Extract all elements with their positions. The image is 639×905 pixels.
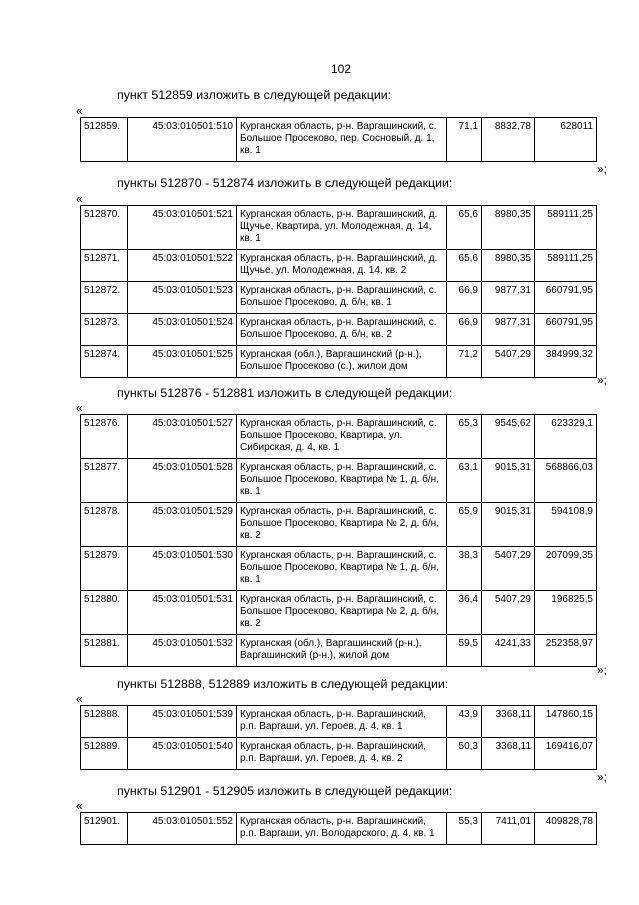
cadastral-number-cell: 45:03:010501:521 xyxy=(128,206,237,250)
cadastral-value-cell: 628011 xyxy=(535,118,597,162)
area-cell: 71,1 xyxy=(447,118,482,162)
item-number-cell: 512871. xyxy=(81,250,128,282)
cadastral-value-cell: 207099,35 xyxy=(535,547,597,591)
area-cell: 36,4 xyxy=(447,591,482,635)
address-cell: Курганская область, р-н. Варгашинский, с. Большое Просеково, д. б/н, кв. 1 xyxy=(237,282,447,314)
area-cell: 50,3 xyxy=(447,738,482,770)
area-cell: 63,1 xyxy=(447,459,482,503)
cadastral-number-cell: 45:03:010501:552 xyxy=(128,813,237,845)
cadastral-value-cell: 568866,03 xyxy=(535,459,597,503)
amendment-table xyxy=(80,414,597,667)
opening-quote: « xyxy=(76,401,83,415)
cadastral-value-per-m2-cell: 5407,29 xyxy=(482,346,535,378)
address-cell: Курганская область, р-н. Варгашинский, р.п. Варгаши, ул. Володарского, д. 4, кв. 1 xyxy=(237,813,447,845)
area-cell: 71,2 xyxy=(447,346,482,378)
cadastral-value-cell: 589111,25 xyxy=(535,250,597,282)
amendment-table xyxy=(80,812,597,845)
item-number-cell: 512888. xyxy=(81,706,128,738)
closing-quote: »; xyxy=(597,770,608,784)
cadastral-value-cell: 594108,9 xyxy=(535,503,597,547)
area-cell: 59,5 xyxy=(447,635,482,667)
area-cell: 66,9 xyxy=(447,314,482,346)
amendment-table xyxy=(80,705,597,770)
cadastral-value-cell: 660791,95 xyxy=(535,314,597,346)
cadastral-value-per-m2-cell: 9877,31 xyxy=(482,282,535,314)
cadastral-value-per-m2-cell: 7411,01 xyxy=(482,813,535,845)
cadastral-value-per-m2-cell: 9545,62 xyxy=(482,415,535,459)
item-number-cell: 512859. xyxy=(81,118,128,162)
cadastral-number-cell: 45:03:010501:530 xyxy=(128,547,237,591)
address-cell: Курганская область, р-н. Варгашинский, д. Щучье, ул. Молодежная, д. 14, кв. 2 xyxy=(237,250,447,282)
item-number-cell: 512880. xyxy=(81,591,128,635)
address-cell: Курганская область, р-н. Варгашинский, д. Щучье, Квартира, ул. Молодежная, д. 14, кв. 1 xyxy=(237,206,447,250)
address-cell: Курганская область, р-н. Варгашинский, с. Большое Просеково, Квартира № 1, д. б/н, кв. 1 xyxy=(237,459,447,503)
section-heading: пункт 512859 изложить в следующей редакции: xyxy=(117,88,392,102)
address-cell: Курганская (обл.), Варгашинский (р-н.), Варгашинский (р-н.), жилой дом xyxy=(237,635,447,667)
closing-quote: »; xyxy=(597,663,608,677)
cadastral-number-cell: 45:03:010501:524 xyxy=(128,314,237,346)
table-row xyxy=(81,706,597,738)
opening-quote: « xyxy=(76,104,83,118)
cadastral-value-cell: 409828,78 xyxy=(535,813,597,845)
address-cell: Курганская область, р-н. Варгашинский, с. Большое Просеково, Квартира № 1, д. б/н, кв. 1 xyxy=(237,547,447,591)
item-number-cell: 512877. xyxy=(81,459,128,503)
cadastral-number-cell: 45:03:010501:532 xyxy=(128,635,237,667)
cadastral-value-per-m2-cell: 8980,35 xyxy=(482,206,535,250)
cadastral-value-per-m2-cell: 9015,31 xyxy=(482,503,535,547)
table-row xyxy=(81,635,597,667)
area-cell: 38,3 xyxy=(447,547,482,591)
table-row xyxy=(81,415,597,459)
table-row xyxy=(81,503,597,547)
address-cell: Курганская область, р-н. Варгашинский, р.п. Варгаши, ул. Героев, д. 4, кв. 2 xyxy=(237,738,447,770)
section-heading: пункты 512876 - 512881 изложить в следующей редакции: xyxy=(117,386,453,400)
item-number-cell: 512889. xyxy=(81,738,128,770)
table-row xyxy=(81,250,597,282)
table-row xyxy=(81,591,597,635)
table-row xyxy=(81,314,597,346)
cadastral-number-cell: 45:03:010501:522 xyxy=(128,250,237,282)
table-row xyxy=(81,118,597,162)
area-cell: 43,9 xyxy=(447,706,482,738)
cadastral-value-cell: 196825,5 xyxy=(535,591,597,635)
cadastral-number-cell: 45:03:010501:523 xyxy=(128,282,237,314)
closing-quote: »; xyxy=(597,162,608,176)
opening-quote: « xyxy=(76,799,83,813)
area-cell: 65,6 xyxy=(447,206,482,250)
address-cell: Курганская область, р-н. Варгашинский, с. Большое Просеково, пер. Сосновый, д. 1, кв. 1 xyxy=(237,118,447,162)
cadastral-value-per-m2-cell: 5407,29 xyxy=(482,547,535,591)
item-number-cell: 512870. xyxy=(81,206,128,250)
cadastral-value-cell: 623329,1 xyxy=(535,415,597,459)
cadastral-number-cell: 45:03:010501:531 xyxy=(128,591,237,635)
table-row xyxy=(81,206,597,250)
cadastral-value-per-m2-cell: 8980,35 xyxy=(482,250,535,282)
area-cell: 65,9 xyxy=(447,503,482,547)
item-number-cell: 512874. xyxy=(81,346,128,378)
cadastral-number-cell: 45:03:010501:539 xyxy=(128,706,237,738)
address-cell: Курганская область, р-н. Варгашинский, с. Большое Просеково, д. б/н, кв. 2 xyxy=(237,314,447,346)
cadastral-value-cell: 252358,97 xyxy=(535,635,597,667)
closing-quote: »; xyxy=(597,373,608,387)
amendment-table xyxy=(80,117,597,162)
item-number-cell: 512881. xyxy=(81,635,128,667)
cadastral-value-per-m2-cell: 9015,31 xyxy=(482,459,535,503)
item-number-cell: 512879. xyxy=(81,547,128,591)
cadastral-number-cell: 45:03:010501:510 xyxy=(128,118,237,162)
area-cell: 66,9 xyxy=(447,282,482,314)
cadastral-value-per-m2-cell: 3368,11 xyxy=(482,706,535,738)
cadastral-value-per-m2-cell: 5407,29 xyxy=(482,591,535,635)
cadastral-number-cell: 45:03:010501:528 xyxy=(128,459,237,503)
area-cell: 65,3 xyxy=(447,415,482,459)
cadastral-value-cell: 384999,32 xyxy=(535,346,597,378)
cadastral-value-cell: 589111,25 xyxy=(535,206,597,250)
amendment-table xyxy=(80,205,597,378)
cadastral-value-per-m2-cell: 8832,78 xyxy=(482,118,535,162)
cadastral-value-per-m2-cell: 4241,33 xyxy=(482,635,535,667)
item-number-cell: 512901. xyxy=(81,813,128,845)
cadastral-number-cell: 45:03:010501:540 xyxy=(128,738,237,770)
page-number: 102 xyxy=(331,62,352,76)
table-row xyxy=(81,459,597,503)
section-heading: пункты 512888, 512889 изложить в следующей редакции: xyxy=(117,677,449,691)
item-number-cell: 512878. xyxy=(81,503,128,547)
item-number-cell: 512876. xyxy=(81,415,128,459)
opening-quote: « xyxy=(76,192,83,206)
cadastral-value-cell: 660791,95 xyxy=(535,282,597,314)
address-cell: Курганская (обл.), Варгашинский (р-н.), Большое Просеково (с.), жилои дом xyxy=(237,346,447,378)
section-heading: пункты 512870 - 512874 изложить в следующей редакции: xyxy=(117,176,453,190)
table-row xyxy=(81,738,597,770)
address-cell: Курганская область, р-н. Варгашинский, р.п. Варгаши, ул. Героев, д. 4, кв. 1 xyxy=(237,706,447,738)
table-row xyxy=(81,813,597,845)
address-cell: Курганская область, р-н. Варгашинский, с. Большое Просеково, Квартира № 2, д. б/н, кв. 2 xyxy=(237,591,447,635)
cadastral-value-cell: 147860,15 xyxy=(535,706,597,738)
cadastral-number-cell: 45:03:010501:529 xyxy=(128,503,237,547)
table-row xyxy=(81,346,597,378)
table-row xyxy=(81,547,597,591)
address-cell: Курганская область, р-н. Варгашинский, с. Большое Просеково, Квартира, ул. Сибирская, д. 4, кв. 1 xyxy=(237,415,447,459)
area-cell: 65,6 xyxy=(447,250,482,282)
item-number-cell: 512873. xyxy=(81,314,128,346)
area-cell: 55,3 xyxy=(447,813,482,845)
cadastral-value-per-m2-cell: 9877,31 xyxy=(482,314,535,346)
cadastral-value-cell: 169416,07 xyxy=(535,738,597,770)
opening-quote: « xyxy=(76,692,83,706)
item-number-cell: 512872. xyxy=(81,282,128,314)
cadastral-number-cell: 45:03:010501:527 xyxy=(128,415,237,459)
address-cell: Курганская область, р-н. Варгашинский, с. Большое Просеково, Квартира № 2, д. б/н, кв. 2 xyxy=(237,503,447,547)
table-row xyxy=(81,282,597,314)
cadastral-value-per-m2-cell: 3368,11 xyxy=(482,738,535,770)
section-heading: пункты 512901 - 512905 изложить в следующей редакции: xyxy=(117,784,453,798)
cadastral-number-cell: 45:03:010501:525 xyxy=(128,346,237,378)
